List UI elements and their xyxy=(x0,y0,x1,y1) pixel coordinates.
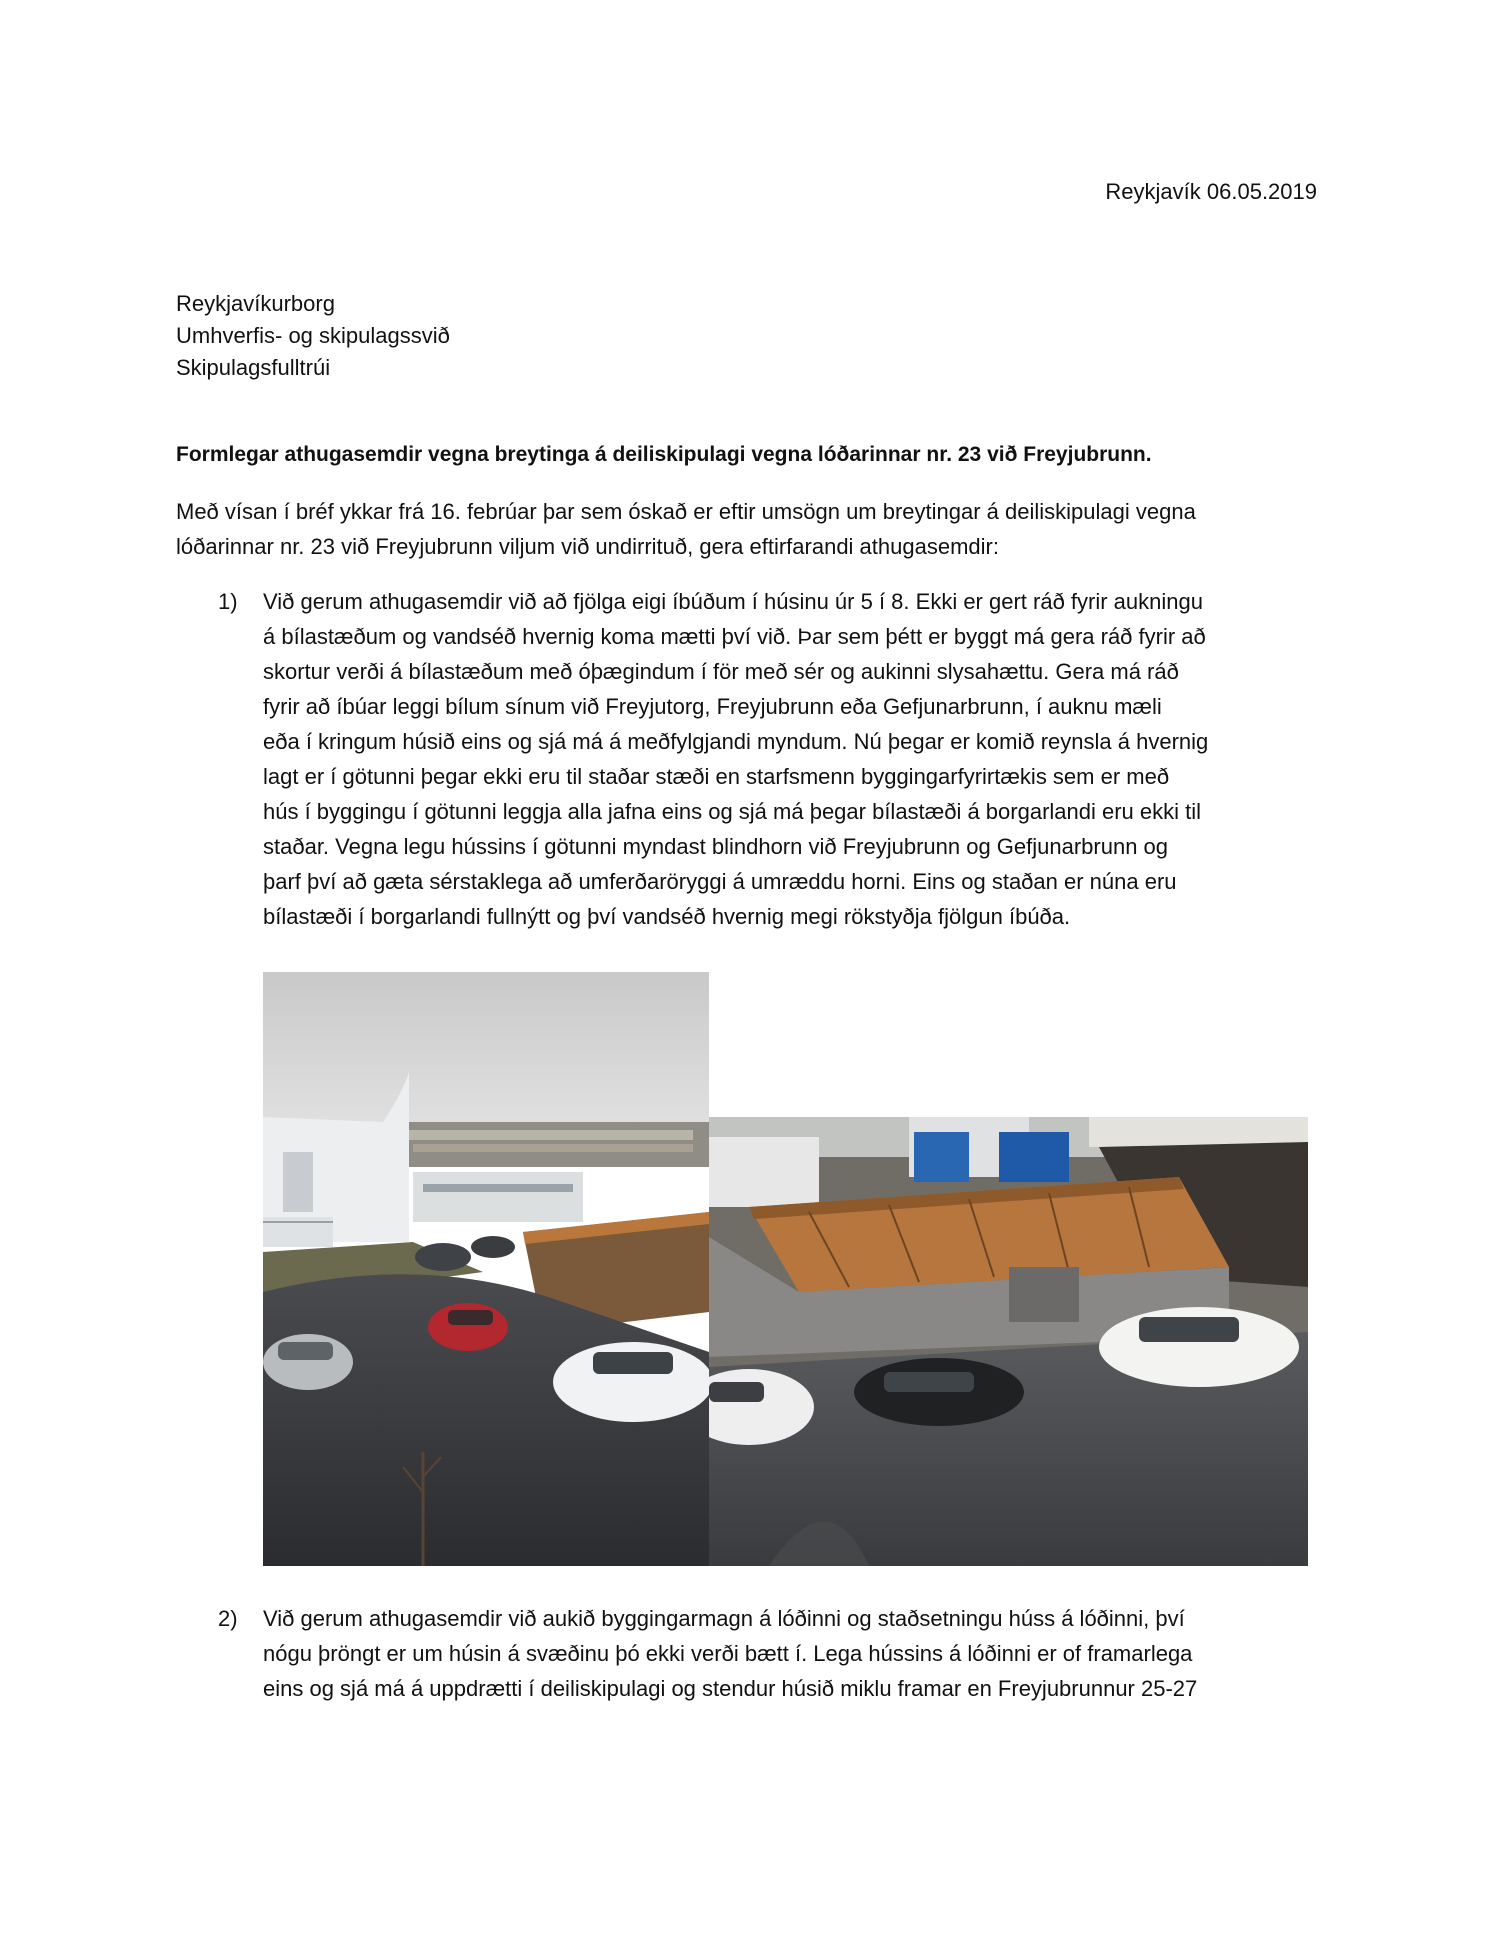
intro-line: lóðarinnar nr. 23 við Freyjubrunn viljum við undirrituð, gera eftirfarandi athugasemdir: xyxy=(176,534,999,559)
remark-line: nógu þröngt er um húsin á svæðinu þó ekki verði bætt í. Lega hússins á lóðinni er of framarlega xyxy=(263,1641,1193,1666)
remark-line: eins og sjá má á uppdrætti í deiliskipulagi og stendur húsið miklu framar en Freyjubrunnur 25-27 xyxy=(263,1676,1198,1701)
recipient-line: Reykjavíkurborg xyxy=(176,291,335,316)
remark-number: 2) xyxy=(218,1606,238,1631)
recipient-line: Umhverfis- og skipulagssvið xyxy=(176,323,450,348)
remark-line: á bílastæðum og vandséð hvernig koma mætti því við. Þar sem þétt er byggt má gera ráð fyrir að xyxy=(263,624,1206,649)
remark-line: bílastæði í borgarlandi fullnýtt og því vandséð hvernig megi rökstyðja fjölgun íbúða. xyxy=(263,904,1071,929)
remark-line: staðar. Vegna legu hússins í götunni myndast blindhorn við Freyjubrunn og Gefjunarbrunn og xyxy=(263,834,1169,859)
remark-line: Við gerum athugasemdir við aukið byggingarmagn á lóðinni og staðsetningu húss á lóðinni, því xyxy=(263,1606,1185,1631)
remark-number: 1) xyxy=(218,589,238,614)
intro-paragraph xyxy=(176,494,1326,564)
remark-line: Við gerum athugasemdir við að fjölga eigi íbúðum í húsinu úr 5 í 8. Ekki er gert ráð fyrir aukningu xyxy=(263,589,1203,614)
remark-line: þarf því að gæta sérstaklega að umferðaröryggi á umræddu horni. Eins og staðan er núna eru xyxy=(263,869,1177,894)
remark-line: skortur verði á bílastæðum með óþægindum í för með sér og aukinni slysahættu. Gera má ráð xyxy=(263,659,1179,684)
remark-text xyxy=(263,1601,1328,1706)
recipient-line: Skipulagsfulltrúi xyxy=(176,355,331,380)
intro-line: Með vísan í bréf ykkar frá 16. febrúar þar sem óskað er eftir umsögn um breytingar á deiliskipulagi vegna xyxy=(176,499,1196,524)
remark-line: lagt er í götunni þegar ekki eru til staðar stæði en starfsmenn byggingarfyrirtækis sem er með xyxy=(263,764,1170,789)
remark-line: eða í kringum húsið eins og sjá má á meðfylgjandi myndum. Nú þegar er komið reynsla á hvernig xyxy=(263,729,1209,754)
remark-line: hús í byggingu í götunni leggja alla jafna eins og sjá má þegar bílastæði á borgarlandi eru ekki til xyxy=(263,799,1202,824)
recipient-block xyxy=(176,288,450,384)
remark-text xyxy=(263,584,1328,934)
photo-construction-site xyxy=(709,1117,1308,1566)
remark-line: fyrir að íbúar leggi bílum sínum við Freyjutorg, Freyjubrunn eða Gefjunarbrunn, í auknu mæli xyxy=(263,694,1162,719)
letter-subject: Formlegar athugasemdir vegna breytinga á deiliskipulagi vegna lóðarinnar nr. 23 við Freyjubrunn. xyxy=(176,443,1152,466)
letter-date: Reykjavík 06.05.2019 xyxy=(1105,179,1317,204)
photo-street-parked-cars xyxy=(263,972,709,1566)
